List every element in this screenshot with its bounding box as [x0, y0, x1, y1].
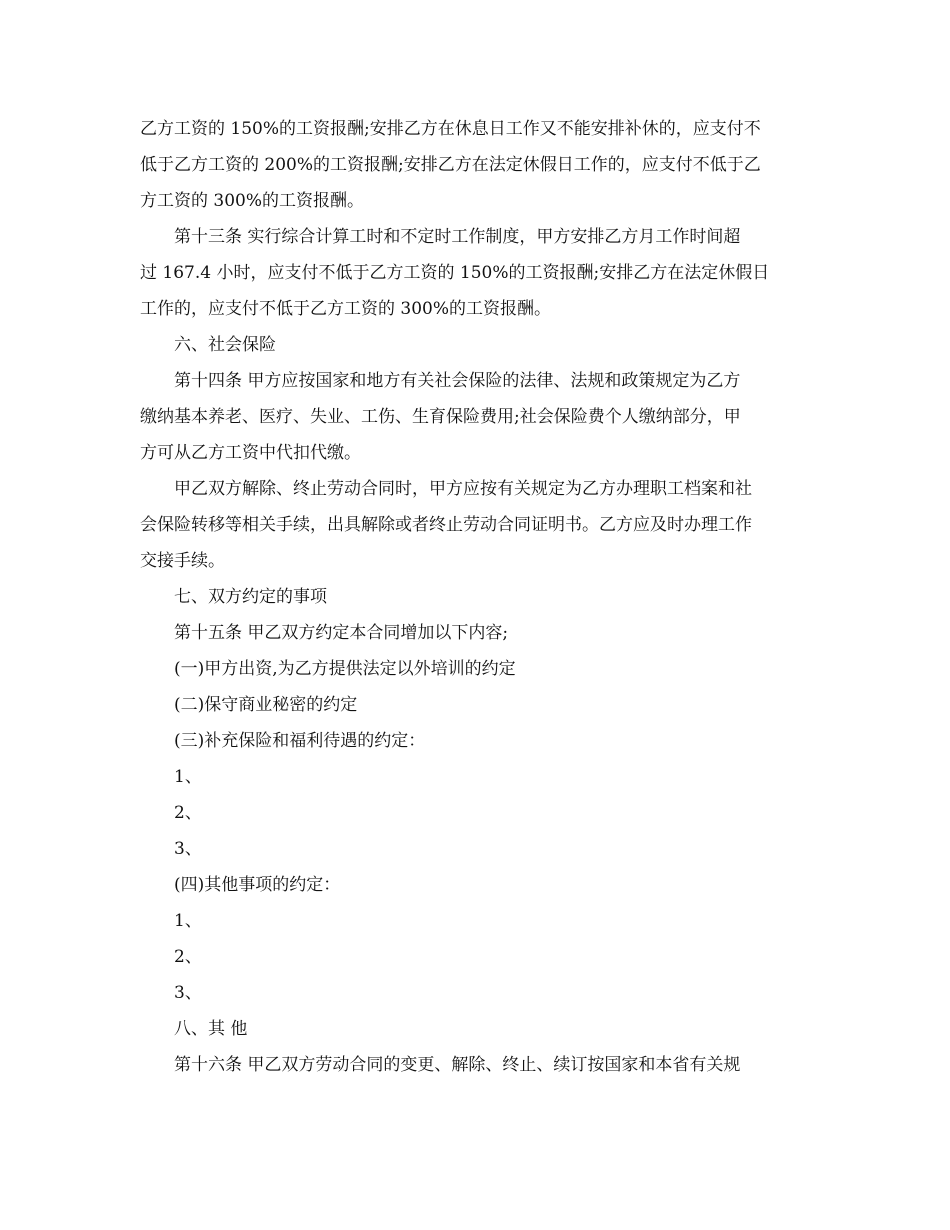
text-line: 过 167.4 小时，应支付不低于乙方工资的 150%的工资报酬;安排乙方在法定休假日 — [140, 263, 770, 283]
text-line: 低于乙方工资的 200%的工资报酬;安排乙方在法定休假日工作的，应支付不低于乙 — [140, 155, 761, 175]
paragraph-start-line: 甲乙双方解除、终止劳动合同时，甲方应按有关规定为乙方办理职工档案和社 — [174, 479, 752, 499]
article-14-heading-line: 第十四条 甲方应按国家和地方有关社会保险的法律、法规和政策规定为乙方 — [174, 371, 741, 391]
text-line: 乙方工资的 150%的工资报酬;安排乙方在休息日工作又不能安排补休的，应支付不 — [140, 119, 761, 139]
list-item: 1、 — [174, 911, 202, 931]
section-heading-social-insurance: 六、社会保险 — [174, 335, 276, 355]
text-line: 会保险转移等相关手续，出具解除或者终止劳动合同证明书。乙方应及时办理工作 — [140, 515, 752, 535]
list-item: 3、 — [174, 983, 202, 1003]
list-item: 3、 — [174, 839, 202, 859]
text-line: 方工资的 300%的工资报酬。 — [140, 191, 365, 211]
text-line: 缴纳基本养老、医疗、失业、工伤、生育保险费用;社会保险费个人缴纳部分，甲 — [140, 407, 741, 427]
section-heading-other: 八、其 他 — [174, 1019, 248, 1039]
list-item: (一)甲方出资,为乙方提供法定以外培训的约定 — [174, 659, 516, 679]
article-15-heading-line: 第十五条 甲乙双方约定本合同增加以下内容; — [174, 623, 509, 643]
section-heading-mutual-agreements: 七、双方约定的事项 — [174, 587, 327, 607]
list-item: 2、 — [174, 803, 202, 823]
list-item: (二)保守商业秘密的约定 — [174, 695, 358, 715]
list-item: (四)其他事项的约定： — [174, 875, 341, 895]
text-line: 方可从乙方工资中代扣代缴。 — [140, 443, 361, 463]
list-item: (三)补充保险和福利待遇的约定： — [174, 731, 426, 751]
article-16-heading-line: 第十六条 甲乙双方劳动合同的变更、解除、终止、续订按国家和本省有关规 — [174, 1055, 741, 1075]
article-13-heading-line: 第十三条 实行综合计算工时和不定时工作制度，甲方安排乙方月工作时间超 — [174, 227, 741, 247]
list-item: 2、 — [174, 947, 202, 967]
text-line: 工作的，应支付不低于乙方工资的 300%的工资报酬。 — [140, 299, 552, 319]
list-item: 1、 — [174, 767, 202, 787]
text-line: 交接手续。 — [140, 551, 225, 571]
